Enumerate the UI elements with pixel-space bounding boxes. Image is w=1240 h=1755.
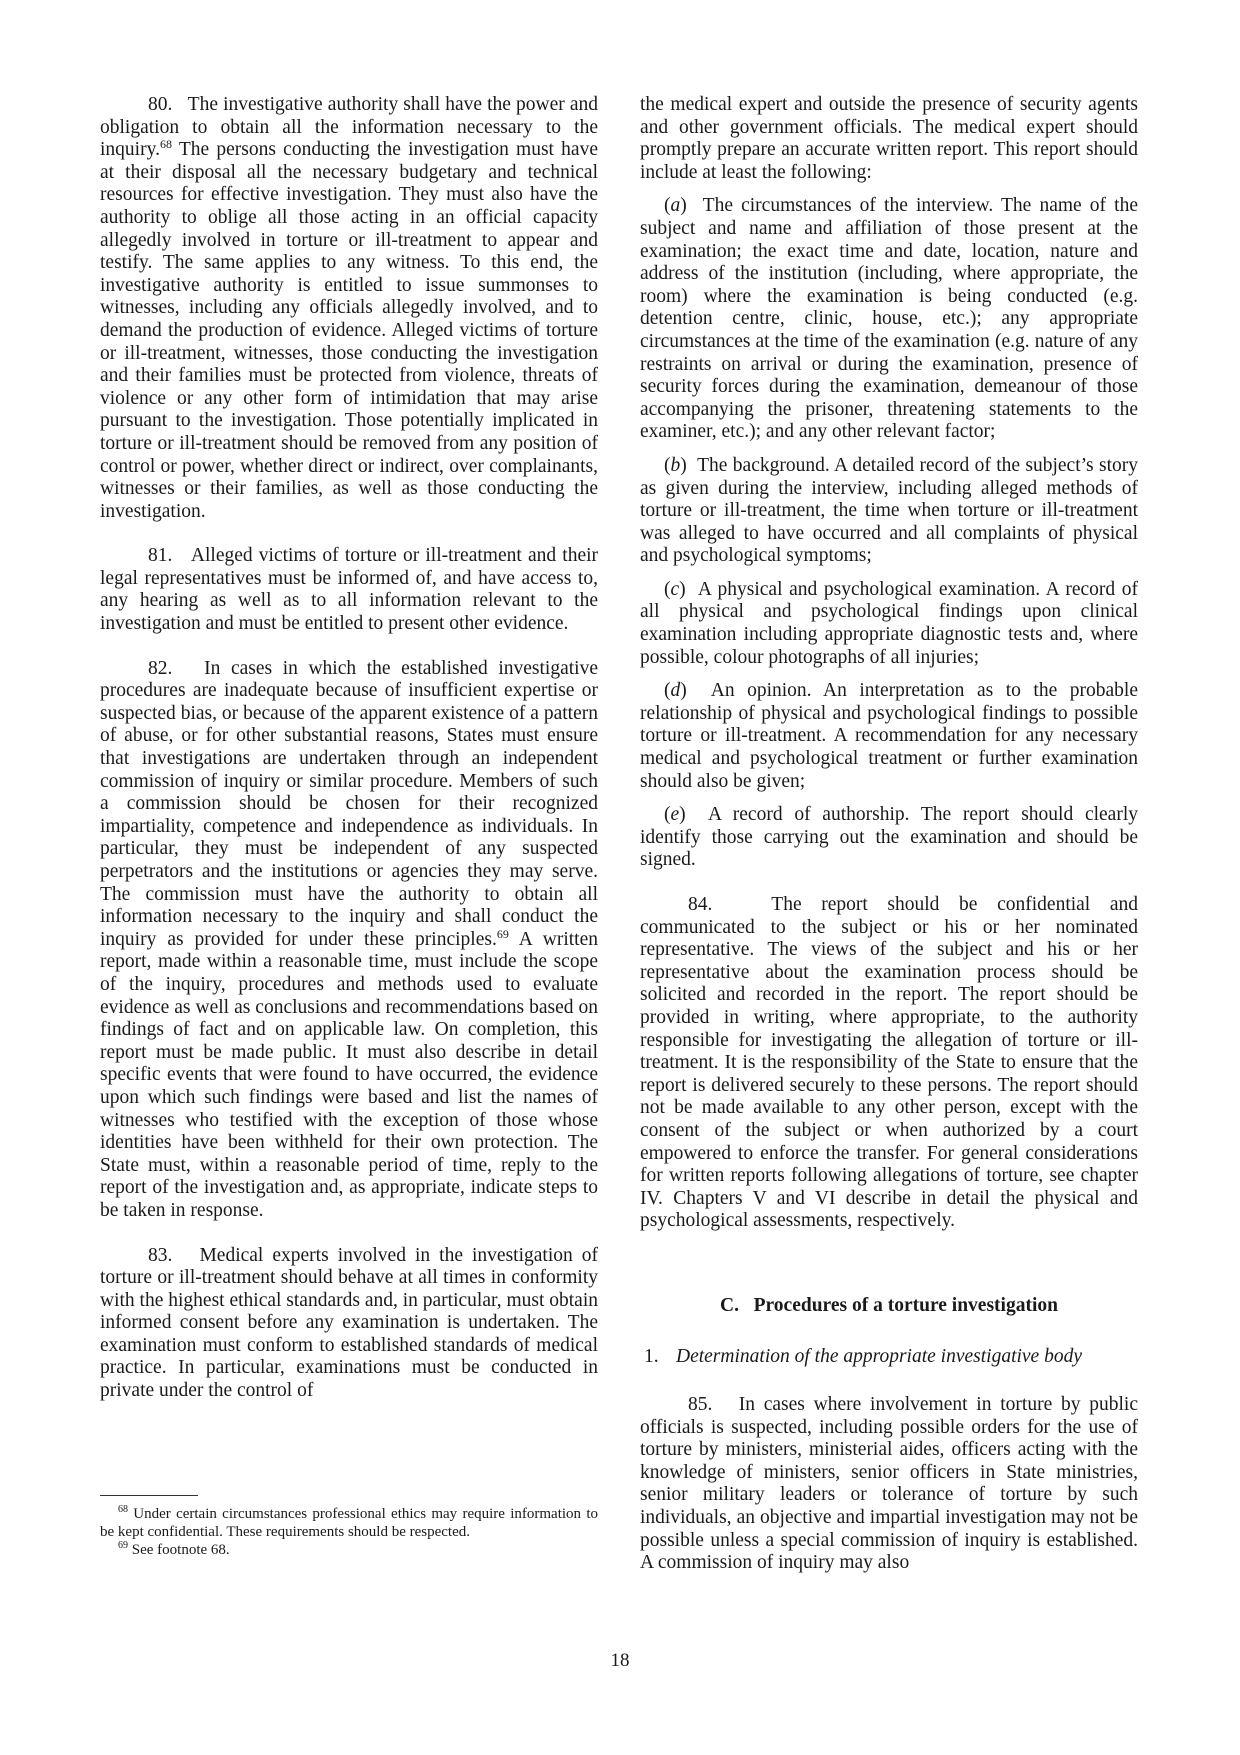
paragraph-number: 81. (148, 545, 173, 567)
item-letter: e (670, 804, 680, 826)
footnote-number: 69 (118, 1540, 128, 1551)
paragraph-83-continued: the medical expert and outside the presence of security agents and other government officials. The medical expert should promptly prepare an accurate written report. This report should include at least the following: (640, 94, 1138, 183)
footnote-number: 68 (118, 1504, 128, 1515)
paragraph-number: 85. (688, 1394, 713, 1416)
footnote-68 (100, 1505, 598, 1541)
paragraph-81 (100, 545, 598, 635)
footnote-divider (100, 1495, 198, 1496)
paragraph-text: In cases in which the established investigative procedures are inadequate because of insufficient expertise or suspected bias, or because of the apparent existence of a pattern of abuse, or for other substantial reasons, States must ensure that investigations are undertaken through an independent commission of inquiry or similar procedure. Members of such a commission should be chosen for their recognized impartiality, competence and independence as individuals. In particular, they must be independent of any suspected perpetrators and the institutions or agencies they may serve. The commission must have the authority to obtain all information necessary to the inquiry and shall conduct the inquiry as provided for under these principles. (100, 657, 598, 950)
paragraph-number: 83. (148, 1244, 173, 1266)
section-heading: C. Procedures of a torture investigation (720, 1294, 1058, 1316)
item-text: The background. A detailed record of the subject’s story as given during the interview, including alleged methods of torture or ill-treatment, the time when torture or ill-treatment was alleged to have occurred and all complaints of physical and psychological symptoms; (640, 454, 1138, 567)
paragraph-83 (100, 1245, 598, 1403)
footnote-reference: 69 (496, 926, 509, 941)
list-item-b: (b) The background. A detailed record of the subject’s story as given during the interview, including alleged methods of torture or ill-treatment, the time when torture or ill-treatment was alleged to have occurred and all complaints of physical and psychological symptoms; (640, 454, 1138, 567)
footnotes (100, 1495, 598, 1559)
footnote-reference: 68 (159, 137, 172, 152)
item-letter: b (670, 454, 681, 476)
item-text: The circumstances of the interview. The name of the subject and name and affiliation of those present at the examination; the exact time and date, location, nature and address of the institution (including, where appropriate, the room) where the examination is being conducted (e.g. detention centre, clinic, house, etc.); any appropriate circumstances at the time of the examination (e.g. nature of any restraints on arrival or during the examination, presence of security forces during the examination, demeanour of those accompanying the prisoner, threatening statements to the examiner, etc.); and any other relevant factor; (640, 195, 1138, 443)
footnote-text: Under certain circumstances professional ethics may require information to be kept confidential. These requirements should be respected. (100, 1506, 598, 1540)
paragraph-80 (100, 94, 598, 523)
paragraph-text: In cases where involvement in torture by public officials is suspected, including possible orders for the use of torture by ministers, ministerial aides, officers acting with the knowledge of ministers, senior officers in State ministries, senior military leaders or tolerance of torture by such individuals, an objective and impartial investigation may not be possible unless a special commission of inquiry is established. A commission of inquiry may also (640, 1394, 1139, 1574)
left-column (100, 94, 598, 1403)
list-item-c: (c) A physical and psychological examination. A record of all physical and psychological findings upon clinical examination including appropriate diagnostic tests and, where possible, colour photographs of all injuries; (640, 578, 1139, 668)
right-column (640, 94, 1138, 1575)
list-item-a: (a) The circumstances of the interview. The name of the subject and name and affiliation of those present at the examination; the exact time and date, location, nature and address of the institution (including, where appropriate, the room) where the examination is being conducted (e.g. detention centre, clinic, house, etc.); any appropriate circumstances at the time of the examination (e.g. nature of any restraints on arrival or during the examination, presence of security forces during the examination, demeanour of those accompanying the prisoner, threatening statements to the examiner, etc.); and any other relevant factor; (640, 195, 1138, 443)
item-letter: a (670, 195, 681, 217)
paragraph-82 (100, 658, 598, 1223)
paragraph-number: 84. (688, 894, 713, 915)
subsection-title: Determination of the appropriate investigative body (676, 1345, 1082, 1367)
item-text: A physical and psychological examination. A record of all physical and psychological findings upon clinical examination including appropriate diagnostic tests and, where possible, colour photographs of all injuries; (640, 578, 1139, 668)
paragraph-text: The investigative authority shall have the power and obligation to obtain all the information necessary to the inquiry. (100, 94, 598, 161)
footnote-69 (100, 1541, 598, 1559)
item-text: An opinion. An interpretation as to the probable relationship of physical and psychological findings to possible torture or ill-treatment. A recommendation for any necessary medical and psychological treatment or further examination should also be given; (640, 680, 1138, 792)
paragraph-text: Alleged victims of torture or ill-treatment and their legal representatives must be informed of, and have access to, any hearing as well as to all information relevant to the investigation and must be entitled to present other evidence. (100, 545, 599, 635)
subsection-number: 1. (644, 1345, 659, 1367)
item-text: A record of authorship. The report should clearly identify those carrying out the examination and should be signed. (640, 804, 1138, 871)
paragraph-text: The report should be confidential and communicated to the subject or his or her nominated representative. The views of the subject and his or her representative about the examination process should be solicited and recorded in the report. The report should be provided in writing, where appropriate, to the authority responsible for investigating the allegation of torture or ill-treatment. It is the responsibility of the State to ensure that the report is delivered securely to these persons. The report should not be made available to any other person, except with the consent of the subject or when authorized by a court empowered to enforce the transfer. For general considerations for written reports following allegations of torture, see chapter IV. Chapters V and VI describe in detail the physical and psychological assessments, respectively. (640, 894, 1139, 1232)
item-letter: d (670, 680, 681, 702)
item-letter: c (670, 578, 680, 600)
paragraph-text: A written report, made within a reasonable time, must include the scope of the inquiry, procedures and methods used to evaluate evidence as well as conclusions and recommendations based on findings of fact and on applicable law. On completion, this report must be made public. It must also describe in detail specific events that were found to have occurred, the evidence upon which such findings were based and list the names of witnesses who testified with the exception of those whose identities have been withheld for their own protection. The State must, within a reasonable period of time, reply to the report of the investigation and, as appropriate, indicate steps to be taken in response. (100, 928, 598, 1221)
paragraph-number: 82. (148, 657, 173, 679)
list-item-e: (e) A record of authorship. The report should clearly identify those carrying out the examination and should be signed. (640, 804, 1138, 871)
footnote-text: See footnote 68. (131, 1542, 230, 1558)
paragraph-text: The persons conducting the investigation must have at their disposal all the necessary budgetary and technical resources for effective investigation. They must also have the authority to oblige all those acting in an official capacity allegedly involved in torture or ill-treatment to appear and testify. The same applies to any witness. To this end, the investigative authority is entitled to issue summonses to witnesses, including any officials allegedly involved, and to demand the production of evidence. Alleged victims of torture or ill-treatment, witnesses, those conducting the investigation and their families must be protected from violence, threats of violence or any other form of intimidation that may arise pursuant to the investigation. Those potentially implicated in torture or ill-treatment should be removed from any position of control or power, whether direct or indirect, over complainants, witnesses or their families, as well as those conducting the investigation. (100, 139, 598, 522)
list-item-d: (d) An opinion. An interpretation as to the probable relationship of physical and psychological findings to possible torture or ill-treatment. A recommendation for any necessary medical and psychological treatment or further examination should also be given; (640, 680, 1138, 792)
subsection-heading (640, 1346, 1138, 1369)
paragraph-85 (640, 1394, 1138, 1575)
paragraph-text: Medical experts involved in the investigation of torture or ill-treatment should behave at all times in conformity with the highest ethical standards and, in particular, must obtain informed consent before any examination is undertaken. The examination must conform to established standards of medical practice. In particular, examinations must be conducted in private under the control of (100, 1244, 598, 1402)
page-number: 18 (610, 1650, 630, 1671)
paragraph-84 (640, 894, 1138, 1233)
paragraph-number: 80. (148, 94, 173, 115)
